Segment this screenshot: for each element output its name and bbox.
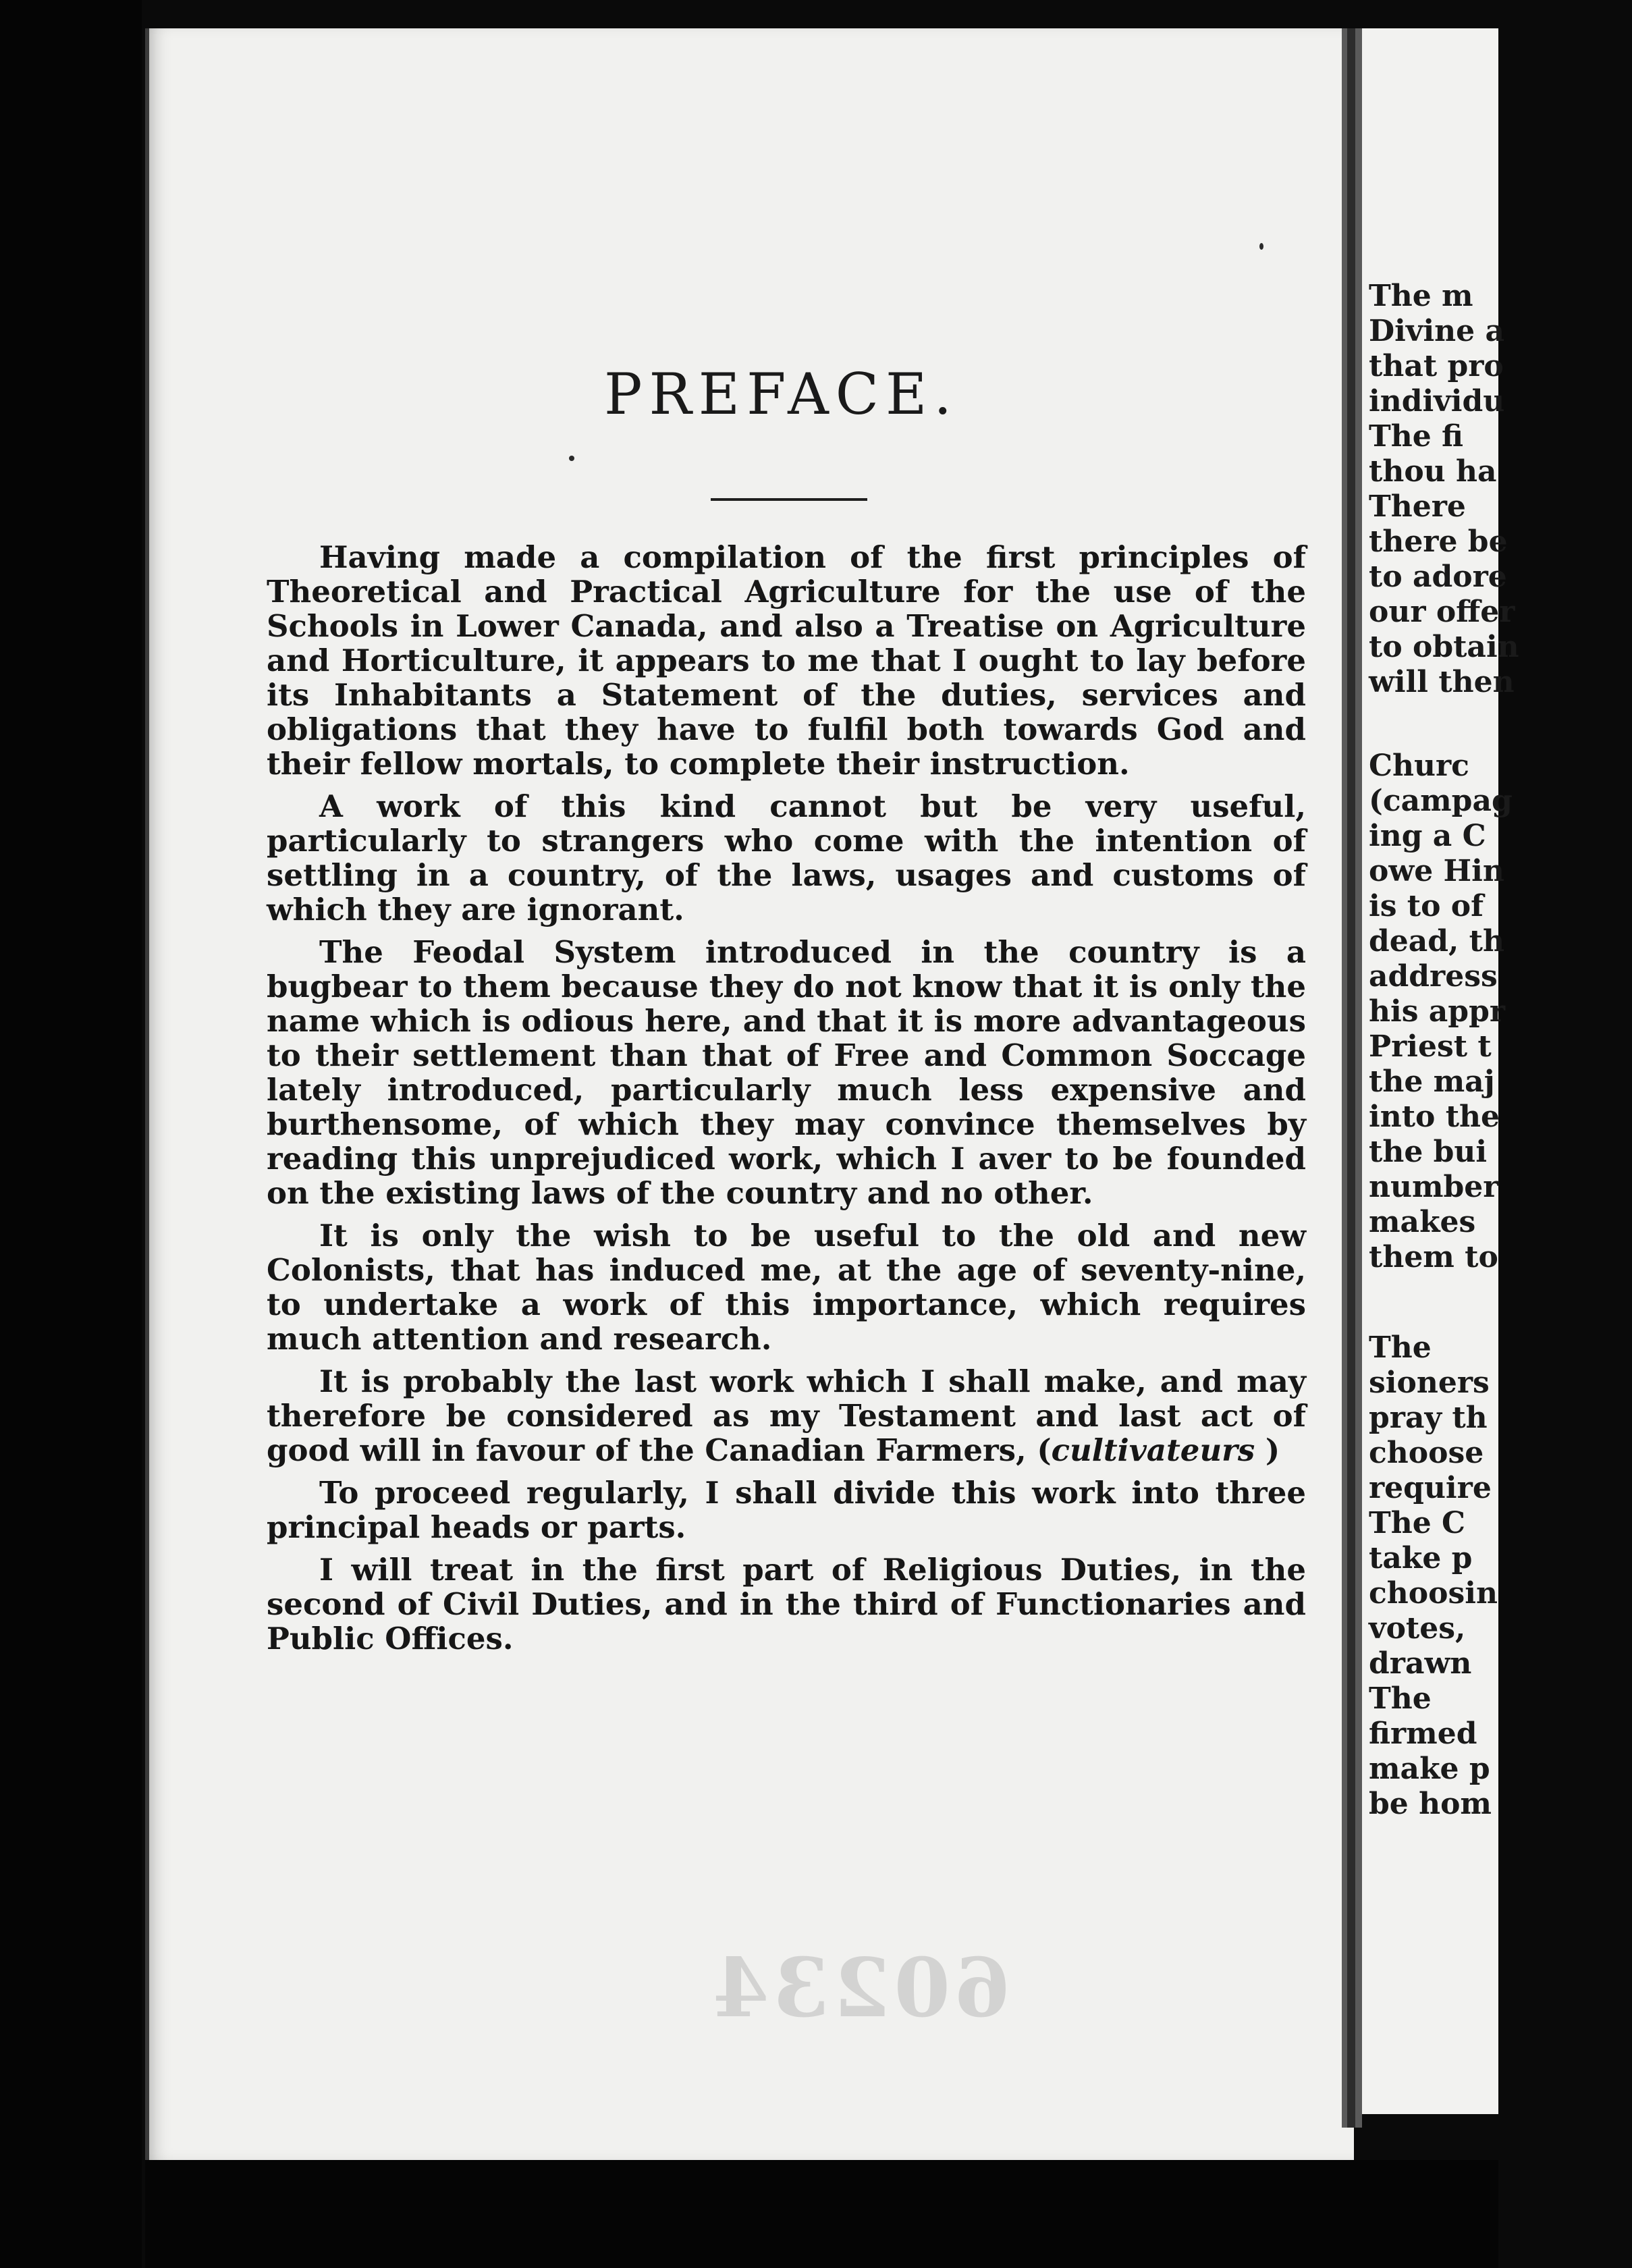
facing-page-line: require <box>1369 1471 1492 1505</box>
facing-page-line: will then <box>1369 665 1515 699</box>
facing-page-line: the maj <box>1369 1064 1495 1099</box>
paragraph-1: Having made a compilation of the first principles of Theoretical and Practical Agriculture for the use of the Schools in Lower Canada, and also a Treatise on Agriculture and Horticulture, it appears to me that I ought to lay before its Inhabitants a Statement of the duties, services and obligations that they have to fulfil both towards God and their fellow mortals, to complete their instruction. <box>267 539 1306 782</box>
ink-speck <box>569 456 574 461</box>
preface-body <box>267 540 1306 1664</box>
ink-speck <box>1259 243 1263 250</box>
facing-page-line: address <box>1369 959 1498 994</box>
paragraph-4: It is only the wish to be useful to the old and new Colonists, that has induced me, at the age of seventy-nine, to undertake a work of this importance, which requires much attention and research. <box>267 1218 1306 1357</box>
facing-page-line: make p <box>1369 1752 1490 1786</box>
facing-page <box>1362 28 1519 2114</box>
facing-page-line: thou ha <box>1369 454 1497 489</box>
facing-page-line: drawn <box>1369 1646 1472 1681</box>
facing-page-line: The <box>1369 1330 1432 1365</box>
facing-page-line: take p <box>1369 1541 1473 1575</box>
scan-border-bottom <box>145 2160 1498 2268</box>
facing-page-line: ing a C <box>1369 819 1486 853</box>
facing-page-line: The C <box>1369 1506 1466 1540</box>
facing-page-line: be hom <box>1369 1787 1492 1821</box>
facing-page-line: (campag <box>1369 784 1513 818</box>
facing-page-line: choose <box>1369 1436 1484 1470</box>
facing-page-line: that pro <box>1369 349 1504 383</box>
facing-page-line: them to <box>1369 1240 1498 1274</box>
facing-page-line: dead, th <box>1369 924 1504 959</box>
facing-page-line: firmed <box>1369 1717 1477 1751</box>
paragraph-5-italic: cultivateurs <box>1051 1432 1255 1468</box>
facing-page-line: number <box>1369 1170 1499 1204</box>
facing-page-line: The <box>1369 1681 1432 1716</box>
facing-page-line: choosin <box>1369 1576 1498 1611</box>
paragraph-5 <box>267 1364 1306 1467</box>
facing-page-line: Divine a <box>1369 314 1504 348</box>
facing-page-line: owe Hin <box>1369 854 1504 888</box>
facing-page-line: sioners <box>1369 1366 1490 1400</box>
title-rule <box>711 498 867 501</box>
facing-page-line: makes <box>1369 1205 1476 1239</box>
page-gutter-shadow <box>1347 28 1355 2128</box>
page-title: PREFACE. <box>604 361 959 427</box>
facing-page-line: There <box>1369 489 1466 524</box>
paragraph-5-text: It is probably the last work which I shall make, and may therefore be considered as my Testament and last act of good will in favour of the Canadian Farmers, ( <box>267 1364 1306 1468</box>
facing-page-line: Churc <box>1369 749 1469 783</box>
facing-page-line: his appr <box>1369 994 1506 1029</box>
facing-page-line: our offer <box>1369 595 1515 629</box>
paragraph-7: I will treat in the first part of Religious Duties, in the second of Civil Duties, and in the third of Functionaries and Public Offices. <box>267 1552 1306 1656</box>
facing-page-line: to obtain <box>1369 630 1519 664</box>
facing-page-line: votes, <box>1369 1611 1466 1646</box>
facing-page-line: into the <box>1369 1100 1500 1134</box>
facing-page-line: to adore <box>1369 560 1507 594</box>
facing-page-line: pray th <box>1369 1401 1488 1435</box>
facing-page-line: The m <box>1369 279 1473 313</box>
paragraph-2: A work of this kind cannot but be very useful, particularly to strangers who come with the intention of settling in a country, of the laws, usages and customs of which they are ignorant. <box>267 788 1306 927</box>
facing-page-line: there be <box>1369 524 1508 559</box>
paragraph-3: The Feodal System introduced in the country is a bugbear to them because they do not know that it is only the name which is odious here, and that it is more advantageous to their settlement than that of Free and Common Soccage lately introduced, particularly much less expensive and burthensome, of which they may convince themselves by reading this unprejudiced work, which I aver to be founded on the existing laws of the country and no other. <box>267 934 1306 1211</box>
facing-page-line: individu <box>1369 384 1505 418</box>
facing-page-line: The fi <box>1369 419 1464 454</box>
facing-page-line: Priest t <box>1369 1029 1492 1064</box>
facing-page-line: is to of <box>1369 889 1484 923</box>
facing-page-line: the bui <box>1369 1135 1488 1169</box>
paragraph-5-close: ) <box>1255 1432 1280 1468</box>
paragraph-6: To proceed regularly, I shall divide this work into three principal heads or parts. <box>267 1475 1306 1545</box>
scan-border-left <box>0 0 142 2268</box>
library-stamp: 60234 <box>709 1941 1011 2036</box>
